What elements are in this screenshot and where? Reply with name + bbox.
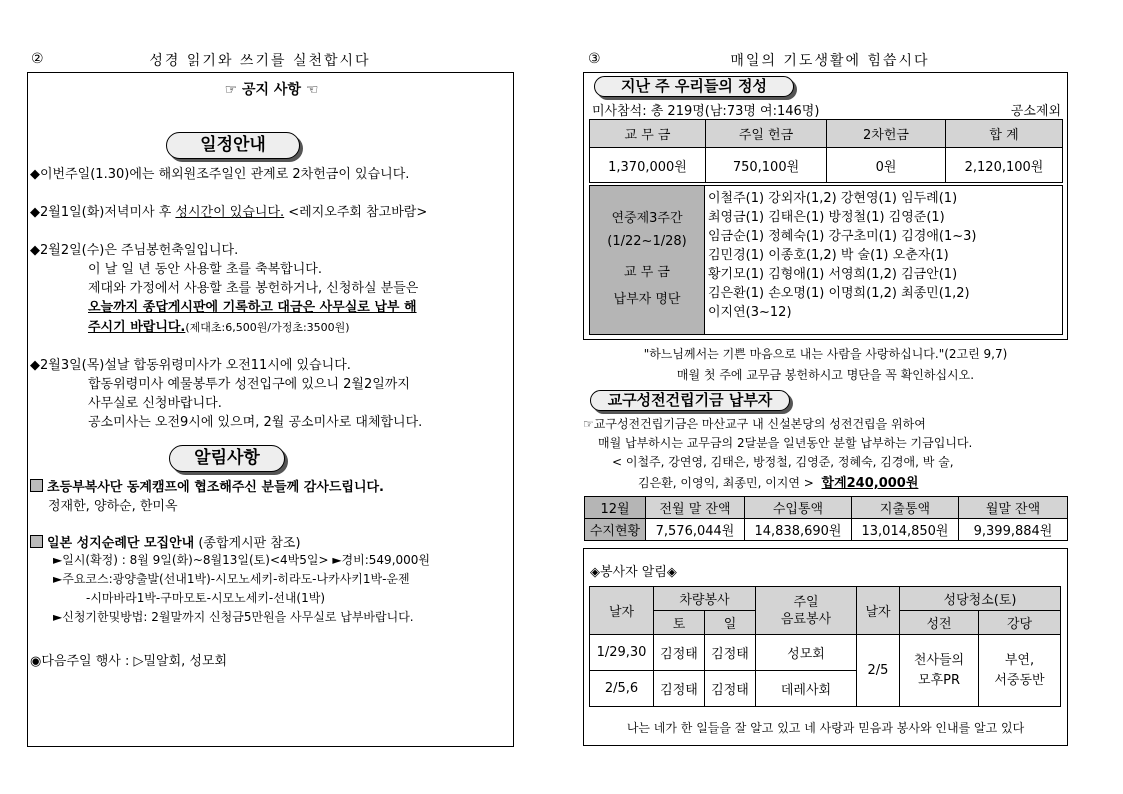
alim-item-2: 일본 성지순례단 모집안내 (종합게시판 참조) — [30, 532, 301, 551]
t1-header: 합 계 — [946, 120, 1063, 148]
t1-value: 1,370,000원 — [590, 148, 706, 183]
t3-header-sat: 토 — [654, 611, 705, 635]
t3-header-date: 날자 — [590, 587, 654, 635]
offering-section — [583, 72, 1068, 340]
t3-header-clean: 성당청소(토) — [900, 587, 1061, 611]
t3-r2-date: 2/5,6 — [590, 671, 654, 707]
t1-value: 0원 — [827, 148, 946, 183]
volunteer-section — [583, 548, 1068, 746]
fund-line-2: 매월 납부하시는 교무금의 2달분을 일년동안 분할 납부하는 기금입니다. — [598, 436, 973, 450]
alim-item-2-line4: ►신청기한및방법: 2월말까지 신청금5만원을 사무실로 납부바랍니다. — [53, 610, 414, 624]
t3-header-sun: 일 — [705, 611, 756, 635]
schedule-item-2: ◆2월1일(화)저녁미사 후 성시간이 있습니다. <레지오주회 참고바람> — [30, 205, 428, 220]
t2-value: 7,576,044원 — [646, 519, 745, 541]
fund-line-1: ☞교구성전건립기금은 마산교구 내 신설본당의 성전건립을 위하여 — [583, 417, 926, 431]
schedule-item-4-line3: 사무실로 신청바랍니다. — [88, 396, 222, 411]
schedule-item-3-line2: 이 날 일 년 동안 사용할 초를 축복합니다. — [88, 262, 322, 277]
t1-header: 교 무 금 — [590, 120, 706, 148]
t2-value: 14,838,690원 — [745, 519, 852, 541]
donor-line: 김은환(1) 손오명(1) 이명희(1,2) 최종민(1,2) — [708, 286, 970, 301]
t3-clean-date: 2/5 — [857, 635, 900, 707]
balance-label: 수지현황 — [585, 519, 646, 541]
t3-header-date2: 날자 — [857, 587, 900, 635]
t2-header: 지출통액 — [852, 497, 959, 519]
schedule-item-3-line4: 오늘까지 종답게시판에 기록하고 대금은 사무실로 납부 해 — [88, 300, 417, 315]
t2-value: 13,014,850원 — [852, 519, 959, 541]
attendance: 미사참석: 총 219명(남:73명 여:146명) — [592, 104, 820, 119]
donor-line: 최영금(1) 김태은(1) 방정철(1) 김영준(1) — [708, 210, 945, 225]
attendance-note: 공소제외 — [1010, 104, 1061, 119]
donor-line: 임금순(1) 정혜숙(1) 강구초미(1) 김경애(1~3) — [708, 229, 977, 244]
donor-line: 김민경(1) 이종호(1,2) 박 술(1) 오춘자(1) — [708, 248, 949, 263]
t1-header: 주일 헌금 — [706, 120, 827, 148]
schedule-item-1: ◆이번주일(1.30)에는 해외원조주일인 관계로 2차헌금이 있습니다. — [30, 167, 410, 182]
t3-header-car: 차량봉사 — [654, 587, 756, 611]
next-week-events: ◉다음주일 행사 : ▷밀알회, 성모회 — [30, 654, 228, 669]
donor-line: 황기모(1) 김형애(1) 서영희(1,2) 김금안(1) — [708, 267, 958, 282]
schedule-item-4-line4: 공소미사는 오전9시에 있으며, 2월 공소미사로 대체합니다. — [88, 415, 423, 430]
t2-header: 월말 잔액 — [959, 497, 1068, 519]
t3-r1-drink: 성모회 — [756, 635, 857, 671]
left-notice-panel — [27, 72, 514, 747]
alim-item-2-line2: ►주요코스:광양출발(선내1박)-시모노세키-히라도-나카사키1박-운젠 — [53, 572, 410, 586]
donor-label-3: 교 무 금 — [624, 265, 670, 280]
t3-r2-sun: 김정태 — [705, 671, 756, 707]
alim-item-1-names: 정재한, 양하순, 한미옥 — [48, 499, 178, 514]
donor-label-2: (1/22~1/28) — [607, 234, 687, 249]
left-page-number: ② — [31, 51, 44, 67]
left-page-header: 성경 읽기와 쓰기를 실천합시다 — [149, 53, 371, 69]
schedule-item-4-line2: 합동위령미사 예물봉투가 성전입구에 있으니 2월2일까지 — [88, 377, 410, 392]
t1-header: 2차헌금 — [827, 120, 946, 148]
donor-line: 이철주(1) 강외자(1,2) 강현영(1) 임두례(1) — [708, 191, 958, 206]
schedule-item-3-line5: 주시기 바랍니다.(제대초:6,500원/가정초:3500원) — [88, 320, 350, 335]
notice-title: ☞ 공지 사항 ☜ — [224, 82, 319, 98]
schedule-title: 일정안내 — [166, 132, 300, 159]
schedule-item-4: ◆2월3일(목)설날 합동위령미사가 오전11시에 있습니다. — [30, 358, 351, 373]
t2-header: 전월 말 잔액 — [646, 497, 745, 519]
t3-r2-sat: 김정태 — [654, 671, 705, 707]
fund-line-4: 김은환, 이영익, 최종민, 이지연 > 합계240,000원 — [638, 476, 919, 491]
t2-value: 9,399,884원 — [959, 519, 1068, 541]
offering-title: 지난 주 우리들의 정성 — [594, 76, 794, 97]
donor-label-1: 연중제3주간 — [611, 211, 683, 226]
alim-item-1: 초등부복사단 동계캠프에 협조해주신 분들께 감사드립니다. — [30, 476, 384, 495]
alim-title: 알림사항 — [169, 445, 285, 472]
fund-line-3: < 이철주, 강연영, 김태은, 방정철, 김영준, 정혜숙, 김경애, 박 술, — [612, 455, 954, 469]
checkbox-icon — [30, 479, 43, 492]
balance-table — [584, 496, 1068, 541]
quote: "하느님께서는 기쁜 마음으로 내는 사람을 사랑하십니다."(2고린 9,7) — [643, 347, 1008, 361]
t1-value: 750,100원 — [706, 148, 827, 183]
quote-2: 매월 첫 주에 교무금 봉헌하시고 명단을 꼭 확인하십시오. — [676, 368, 975, 382]
t3-header-drink: 주일 음료봉사 — [756, 587, 857, 635]
schedule-item-3-line3: 제대와 가정에서 사용할 초를 봉헌하거나, 신청하실 분들은 — [88, 281, 419, 296]
t3-header-hall: 강당 — [979, 611, 1061, 635]
offering-table — [589, 119, 1063, 183]
t3-r1-sun: 김정태 — [705, 635, 756, 671]
t3-clean-sanctuary: 천사들의 모후PR — [900, 635, 979, 707]
volunteer-title: ◈봉사자 알림◈ — [590, 565, 677, 580]
t3-header-sanctuary: 성전 — [900, 611, 979, 635]
donor-label-box — [589, 185, 705, 335]
t3-r1-date: 1/29,30 — [590, 635, 654, 671]
t2-header: 수입통액 — [745, 497, 852, 519]
t3-clean-hall: 부연, 서중동반 — [979, 635, 1061, 707]
right-page-number: ③ — [588, 51, 601, 67]
checkbox-icon — [30, 535, 43, 548]
schedule-item-3: ◆2월2일(수)은 주님봉헌축일입니다. — [30, 243, 239, 258]
balance-month: 12월 — [585, 497, 646, 519]
fund-title: 교구성전건립기금 납부자 — [590, 390, 790, 411]
alim-item-2-line1: ►일시(확정) : 8월 9일(화)~8월13일(토)<4박5일> ►경비:549,000원 — [53, 553, 431, 567]
t1-value: 2,120,100원 — [946, 148, 1063, 183]
alim-item-2-line3: -시마바라1박-구마모토-시모노세키-선내(1박) — [86, 591, 326, 605]
t3-r2-drink: 데레사회 — [756, 671, 857, 707]
volunteer-table — [589, 586, 1061, 707]
footer-verse: 나는 네가 한 일들을 잘 알고 있고 네 사랑과 믿음과 봉사와 인내를 알고 있다 — [626, 721, 1025, 735]
t3-r1-sat: 김정태 — [654, 635, 705, 671]
donor-list — [705, 185, 1063, 335]
donor-line: 이지연(3~12) — [708, 305, 792, 320]
right-page-header: 매일의 기도생활에 힘씁시다 — [730, 53, 930, 69]
donor-label-4: 납부자 명단 — [613, 292, 681, 307]
